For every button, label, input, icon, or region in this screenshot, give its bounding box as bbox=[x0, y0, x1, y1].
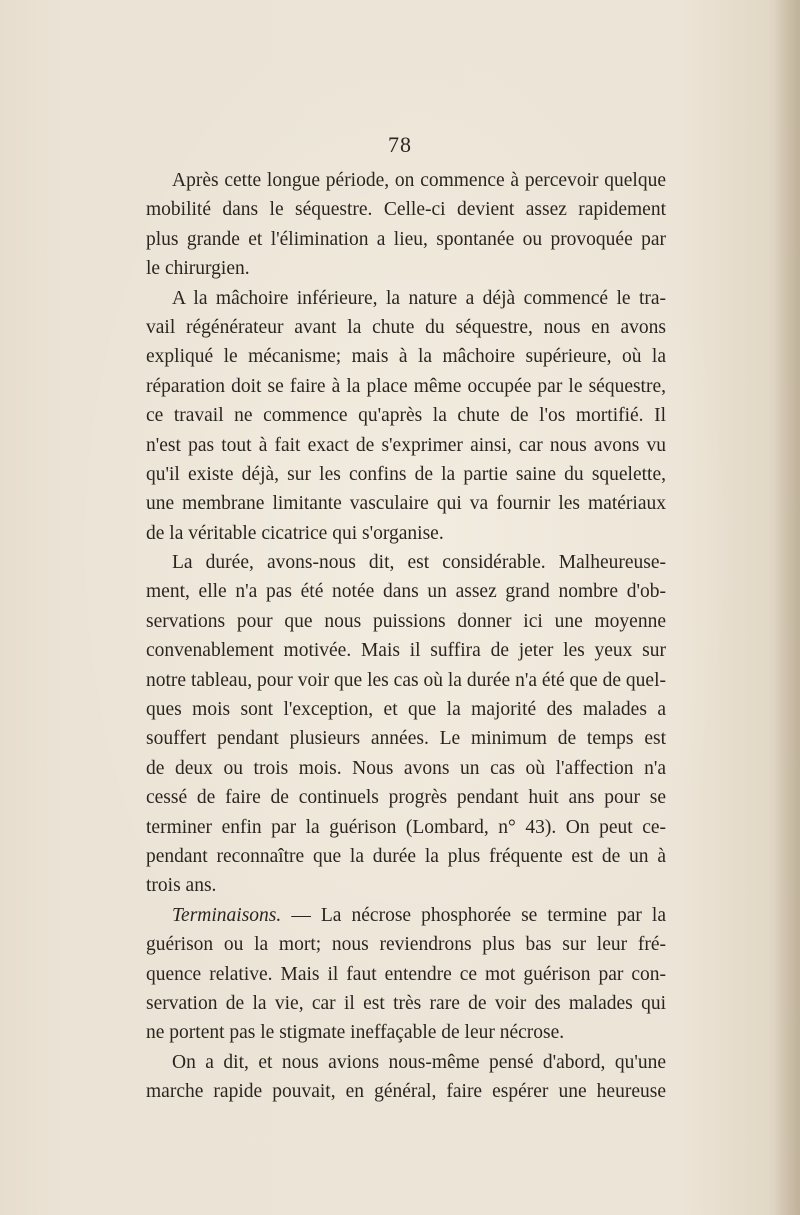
text-line: terminer enfin par la guérison (Lombard, n° 43). On peut ce- bbox=[146, 816, 666, 838]
text-line: convenablement motivée. Mais il suffira de jeter les yeux sur bbox=[146, 640, 666, 662]
text-line: On a dit, et nous avions nous-même pensé d'abord, qu'une bbox=[172, 1051, 666, 1073]
text-line: guérison ou la mort; nous reviendrons plus bas sur leur fré- bbox=[146, 934, 666, 956]
text-line: ment, elle n'a pas été notée dans un assez grand nombre d'ob- bbox=[146, 581, 666, 603]
text-line: une membrane limitante vasculaire qui va fournir les matériaux bbox=[146, 493, 666, 515]
text-line: cessé de faire de continuels progrès pendant huit ans pour se bbox=[146, 787, 666, 809]
text-line: qu'il existe déjà, sur les confins de la partie saine du squelette, bbox=[146, 463, 666, 485]
text-line: trois ans. bbox=[146, 875, 217, 897]
text-line: notre tableau, pour voir que les cas où la durée n'a été que de quel- bbox=[146, 669, 666, 691]
text-line: plus grande et l'élimination a lieu, spontanée ou provoquée par bbox=[146, 228, 666, 250]
text-line: ne portent pas le stigmate ineffaçable de leur nécrose. bbox=[146, 1022, 565, 1044]
text-line: n'est pas tout à fait exact de s'exprimer ainsi, car nous avons vu bbox=[146, 434, 666, 456]
text-line: La durée, avons-nous dit, est considérable. Malheureuse- bbox=[172, 552, 666, 574]
text-line: ques mois sont l'exception, et que la majorité des malades a bbox=[146, 699, 666, 721]
text-line: quence relative. Mais il faut entendre ce mot guérison par con- bbox=[146, 963, 666, 985]
text-line: réparation doit se faire à la place même occupée par le séquestre, bbox=[146, 375, 666, 397]
text-line: le chirurgien. bbox=[146, 258, 250, 280]
text-line: servations pour que nous puissions donner ici une moyenne bbox=[146, 610, 666, 632]
text-line: servation de la vie, car il est très rare de voir des malades qui bbox=[146, 992, 666, 1014]
text-line-with-heading bbox=[146, 901, 666, 930]
page-edge-shadow bbox=[774, 0, 800, 1215]
text-line: vail régénérateur avant la chute du séquestre, nous en avons bbox=[146, 316, 666, 338]
text-line: souffert pendant plusieurs années. Le minimum de temps est bbox=[146, 728, 666, 750]
text-line: expliqué le mécanisme; mais à la mâchoire supérieure, où la bbox=[146, 346, 666, 368]
text-line: de la véritable cicatrice qui s'organise. bbox=[146, 522, 444, 544]
text-line: pendant reconnaître que la durée la plus fréquente est de un à bbox=[146, 845, 666, 867]
text-line: de deux ou trois mois. Nous avons un cas où l'affection n'a bbox=[146, 757, 666, 779]
page-number: 78 bbox=[388, 132, 412, 157]
text-line-remainder: — La nécrose phosphorée se termine par la bbox=[291, 904, 667, 926]
text-line: marche rapide pouvait, en général, faire espérer une heureuse bbox=[146, 1081, 666, 1103]
text-line: Après cette longue période, on commence à percevoir quelque bbox=[172, 170, 666, 191]
text-line: mobilité dans le séquestre. Celle-ci devient assez rapidement bbox=[146, 199, 666, 221]
text-line: A la mâchoire inférieure, la nature a déjà commencé le tra- bbox=[172, 287, 666, 309]
body-text bbox=[146, 166, 666, 1107]
section-heading-terminaisons: Terminaisons. bbox=[172, 904, 282, 926]
text-line: ce travail ne commence qu'après la chute de l'os mortifié. Il bbox=[146, 405, 666, 427]
